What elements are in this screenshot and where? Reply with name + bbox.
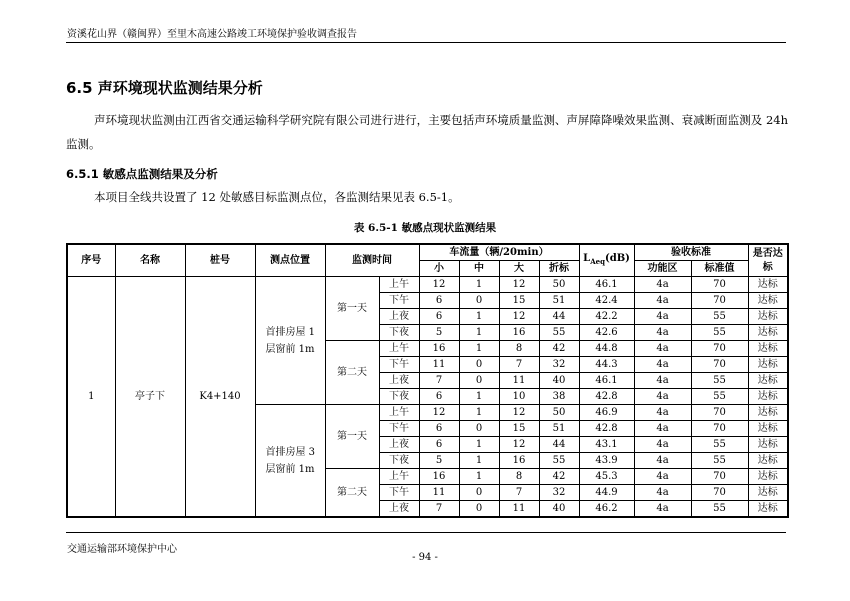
cell-large: 7 xyxy=(499,357,539,373)
cell-medium: 0 xyxy=(459,501,499,518)
header-laeq: $L_{Aeq}(dB)$ xyxy=(579,244,634,277)
cell-small: 5 xyxy=(419,453,459,469)
cell-limit: 70 xyxy=(691,293,748,309)
cell-laeq: 44.8 xyxy=(579,341,634,357)
cell-ok: 达标 xyxy=(748,421,788,437)
cell-zone: 4a xyxy=(634,421,691,437)
cell-zone: 4a xyxy=(634,309,691,325)
cell-period: 上夜 xyxy=(379,309,419,325)
cell-limit: 55 xyxy=(691,437,748,453)
cell-equiv: 42 xyxy=(539,341,579,357)
cell-limit: 55 xyxy=(691,309,748,325)
cell-laeq: 42.4 xyxy=(579,293,634,309)
header-ok-line2: 标 xyxy=(762,261,773,273)
cell-small: 11 xyxy=(419,357,459,373)
cell-zone: 4a xyxy=(634,501,691,518)
cell-equiv: 50 xyxy=(539,405,579,421)
cell-large: 8 xyxy=(499,341,539,357)
cell-zone: 4a xyxy=(634,389,691,405)
cell-day: 第二天 xyxy=(325,469,379,518)
cell-ok: 达标 xyxy=(748,437,788,453)
cell-large: 12 xyxy=(499,309,539,325)
cell-ok: 达标 xyxy=(748,373,788,389)
cell-day: 第一天 xyxy=(325,277,379,341)
table-row xyxy=(67,277,788,293)
cell-period: 上午 xyxy=(379,277,419,293)
cell-limit: 55 xyxy=(691,373,748,389)
cell-small: 7 xyxy=(419,501,459,518)
cell-ok: 达标 xyxy=(748,357,788,373)
cell-small: 5 xyxy=(419,325,459,341)
cell-period: 上夜 xyxy=(379,437,419,453)
cell-small: 12 xyxy=(419,405,459,421)
header-ok-line1: 是否达 xyxy=(752,247,783,259)
header-standard: 验收标准 xyxy=(634,244,748,261)
cell-limit: 55 xyxy=(691,501,748,518)
table-caption: 表 6.5-1 敏感点现状监测结果 xyxy=(353,222,497,234)
header-limit: 标准值 xyxy=(691,261,748,277)
cell-period: 下午 xyxy=(379,421,419,437)
cell-small: 6 xyxy=(419,389,459,405)
cell-large: 12 xyxy=(499,277,539,293)
cell-large: 11 xyxy=(499,373,539,389)
cell-station: K4+140 xyxy=(185,277,255,518)
cell-zone: 4a xyxy=(634,469,691,485)
header-name: 名称 xyxy=(115,244,185,277)
cell-large: 16 xyxy=(499,453,539,469)
header-traffic: 车流量（辆/20min） xyxy=(419,244,579,261)
cell-seq: 1 xyxy=(67,277,115,518)
cell-medium: 1 xyxy=(459,341,499,357)
cell-medium: 1 xyxy=(459,437,499,453)
cell-ok: 达标 xyxy=(748,325,788,341)
cell-large: 12 xyxy=(499,437,539,453)
cell-equiv: 51 xyxy=(539,293,579,309)
header-zone: 功能区 xyxy=(634,261,691,277)
cell-period: 上午 xyxy=(379,469,419,485)
cell-limit: 55 xyxy=(691,389,748,405)
cell-equiv: 32 xyxy=(539,357,579,373)
cell-location: 首排房屋 3 层窗前 1m xyxy=(255,405,325,518)
header-seq: 序号 xyxy=(67,244,115,277)
cell-equiv: 40 xyxy=(539,373,579,389)
cell-medium: 0 xyxy=(459,293,499,309)
cell-laeq: 42.6 xyxy=(579,325,634,341)
cell-medium: 0 xyxy=(459,373,499,389)
header-large: 大 xyxy=(499,261,539,277)
cell-equiv: 50 xyxy=(539,277,579,293)
cell-zone: 4a xyxy=(634,277,691,293)
table-body xyxy=(67,277,788,518)
cell-ok: 达标 xyxy=(748,293,788,309)
cell-equiv: 44 xyxy=(539,309,579,325)
cell-zone: 4a xyxy=(634,437,691,453)
cell-ok: 达标 xyxy=(748,469,788,485)
cell-medium: 1 xyxy=(459,389,499,405)
header-station: 桩号 xyxy=(185,244,255,277)
cell-laeq: 42.2 xyxy=(579,309,634,325)
footer-org: 交通运输部环境保护中心 xyxy=(67,544,177,555)
cell-period: 下夜 xyxy=(379,325,419,341)
cell-equiv: 55 xyxy=(539,453,579,469)
cell-small: 12 xyxy=(419,277,459,293)
cell-medium: 1 xyxy=(459,469,499,485)
cell-medium: 1 xyxy=(459,453,499,469)
cell-large: 11 xyxy=(499,501,539,518)
cell-large: 8 xyxy=(499,469,539,485)
cell-small: 11 xyxy=(419,485,459,501)
cell-name: 亭子下 xyxy=(115,277,185,518)
cell-small: 16 xyxy=(419,469,459,485)
cell-ok: 达标 xyxy=(748,405,788,421)
cell-equiv: 32 xyxy=(539,485,579,501)
cell-small: 16 xyxy=(419,341,459,357)
cell-small: 6 xyxy=(419,421,459,437)
cell-zone: 4a xyxy=(634,453,691,469)
cell-zone: 4a xyxy=(634,373,691,389)
cell-zone: 4a xyxy=(634,405,691,421)
cell-period: 下午 xyxy=(379,293,419,309)
paragraph-intro: 声环境现状监测由江西省交通运输科学研究院有限公司进行进行，主要包括声环境质量监测、声屏障降噪效果监测、衰减断面监测及 24h 监测。 xyxy=(66,113,788,151)
cell-medium: 0 xyxy=(459,485,499,501)
cell-laeq: 44.9 xyxy=(579,485,634,501)
cell-equiv: 38 xyxy=(539,389,579,405)
cell-large: 15 xyxy=(499,293,539,309)
cell-large: 10 xyxy=(499,389,539,405)
cell-equiv: 40 xyxy=(539,501,579,518)
cell-zone: 4a xyxy=(634,341,691,357)
footer-divider xyxy=(66,532,786,533)
header-divider xyxy=(66,42,786,43)
cell-large: 15 xyxy=(499,421,539,437)
cell-equiv: 51 xyxy=(539,421,579,437)
cell-small: 6 xyxy=(419,437,459,453)
cell-small: 7 xyxy=(419,373,459,389)
cell-limit: 70 xyxy=(691,405,748,421)
cell-medium: 0 xyxy=(459,421,499,437)
cell-equiv: 44 xyxy=(539,437,579,453)
cell-period: 上夜 xyxy=(379,373,419,389)
cell-ok: 达标 xyxy=(748,453,788,469)
cell-period: 下夜 xyxy=(379,453,419,469)
cell-medium: 1 xyxy=(459,277,499,293)
cell-day: 第二天 xyxy=(325,341,379,405)
cell-laeq: 44.3 xyxy=(579,357,634,373)
cell-ok: 达标 xyxy=(748,277,788,293)
cell-ok: 达标 xyxy=(748,501,788,518)
header-location: 测点位置 xyxy=(255,244,325,277)
cell-zone: 4a xyxy=(634,325,691,341)
cell-limit: 70 xyxy=(691,341,748,357)
cell-day: 第一天 xyxy=(325,405,379,469)
cell-period: 下午 xyxy=(379,485,419,501)
header-small: 小 xyxy=(419,261,459,277)
cell-equiv: 42 xyxy=(539,469,579,485)
cell-limit: 70 xyxy=(691,485,748,501)
cell-laeq: 46.9 xyxy=(579,405,634,421)
cell-limit: 55 xyxy=(691,325,748,341)
cell-period: 上午 xyxy=(379,405,419,421)
paragraph-points: 本项目全线共设置了 12 处敏感目标监测点位，各监测结果见表 6.5-1。 xyxy=(94,190,460,204)
cell-medium: 1 xyxy=(459,309,499,325)
section-title: 6.5 声环境现状监测结果分析 xyxy=(66,79,263,97)
cell-medium: 1 xyxy=(459,405,499,421)
header-time: 监测时间 xyxy=(325,244,419,277)
cell-large: 12 xyxy=(499,405,539,421)
cell-zone: 4a xyxy=(634,357,691,373)
header-medium: 中 xyxy=(459,261,499,277)
cell-period: 上午 xyxy=(379,341,419,357)
header-equiv: 折标 xyxy=(539,261,579,277)
cell-limit: 70 xyxy=(691,421,748,437)
cell-location: 首排房屋 1 层窗前 1m xyxy=(255,277,325,405)
report-header: 资溪花山界（赣闽界）至里木高速公路竣工环境保护验收调查报告 xyxy=(67,29,357,40)
cell-laeq: 46.1 xyxy=(579,277,634,293)
cell-zone: 4a xyxy=(634,485,691,501)
cell-ok: 达标 xyxy=(748,389,788,405)
cell-laeq: 43.1 xyxy=(579,437,634,453)
cell-medium: 1 xyxy=(459,325,499,341)
cell-zone: 4a xyxy=(634,293,691,309)
cell-small: 6 xyxy=(419,293,459,309)
cell-limit: 55 xyxy=(691,453,748,469)
cell-laeq: 42.8 xyxy=(579,421,634,437)
cell-limit: 70 xyxy=(691,357,748,373)
cell-large: 7 xyxy=(499,485,539,501)
monitoring-table xyxy=(66,243,789,518)
cell-limit: 70 xyxy=(691,469,748,485)
cell-ok: 达标 xyxy=(748,341,788,357)
cell-large: 16 xyxy=(499,325,539,341)
cell-laeq: 46.2 xyxy=(579,501,634,518)
header-ok xyxy=(748,244,788,277)
subsection-title: 6.5.1 敏感点监测结果及分析 xyxy=(66,167,218,181)
cell-period: 上夜 xyxy=(379,501,419,518)
cell-laeq: 46.1 xyxy=(579,373,634,389)
cell-period: 下午 xyxy=(379,357,419,373)
cell-laeq: 45.3 xyxy=(579,469,634,485)
cell-limit: 70 xyxy=(691,277,748,293)
page-number: - 94 - xyxy=(412,552,438,563)
cell-medium: 0 xyxy=(459,357,499,373)
cell-equiv: 55 xyxy=(539,325,579,341)
cell-ok: 达标 xyxy=(748,485,788,501)
cell-ok: 达标 xyxy=(748,309,788,325)
cell-period: 下夜 xyxy=(379,389,419,405)
cell-laeq: 42.8 xyxy=(579,389,634,405)
cell-small: 6 xyxy=(419,309,459,325)
cell-laeq: 43.9 xyxy=(579,453,634,469)
